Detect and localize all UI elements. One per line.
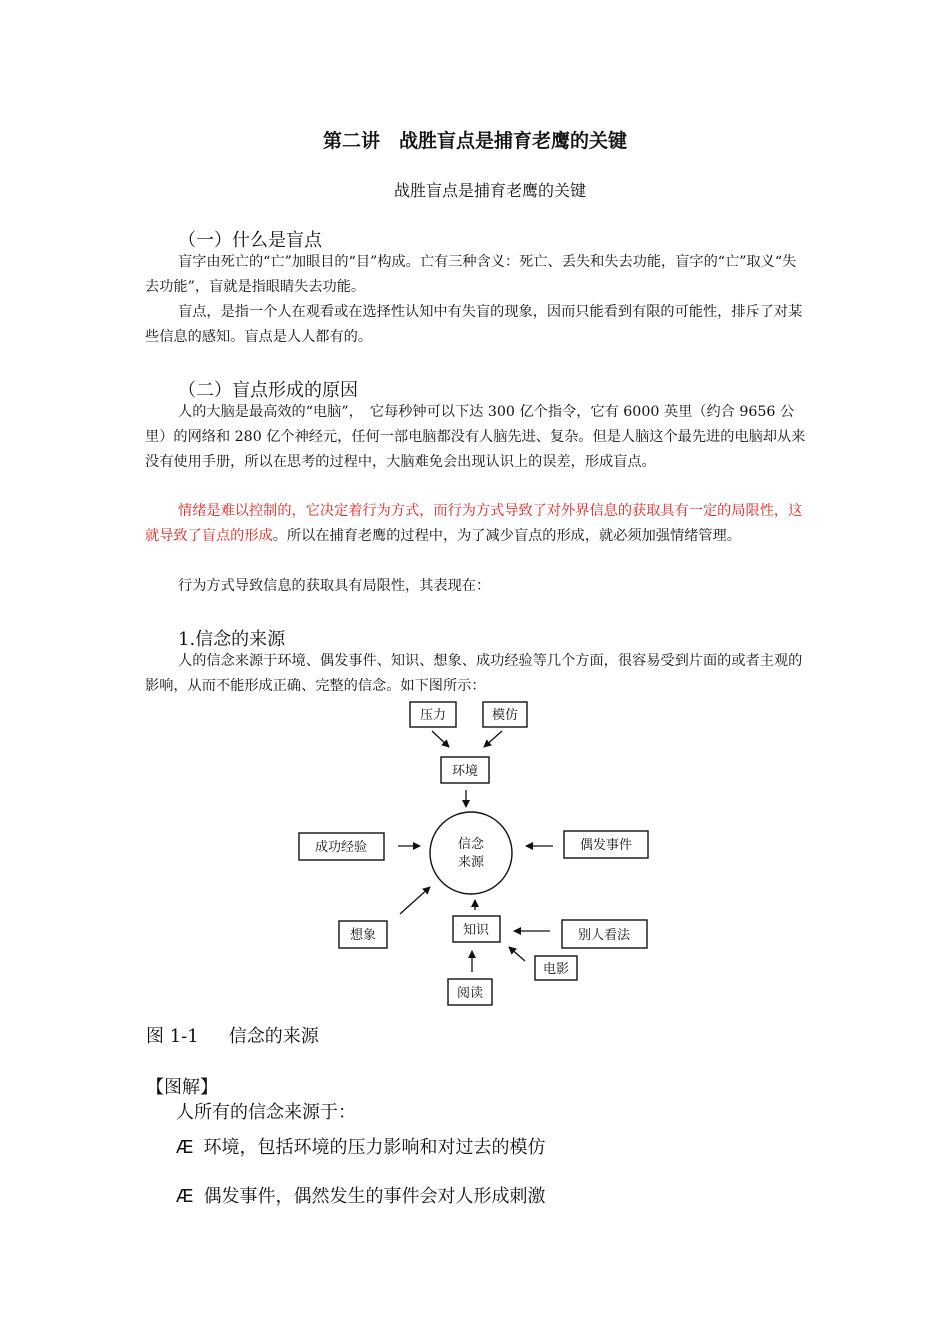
arrow-imagination-to-belief <box>400 887 430 914</box>
accident-label: 偶发事件 <box>579 838 633 853</box>
belief-label-line2: 来源 <box>457 855 485 870</box>
bullet-text: 环境，包括环境的压力影响和对过去的模仿 <box>203 1137 546 1158</box>
knowledge-label: 知识 <box>462 923 490 938</box>
page-subtitle: 战胜盲点是捕育老鹰的关键 <box>393 181 586 200</box>
imagination-label: 想象 <box>349 928 377 943</box>
arrow-movie-to-knowledge <box>509 947 525 961</box>
belief-source-circle <box>430 812 512 894</box>
figure-number: 图 1-1 <box>146 1026 199 1047</box>
reading-label: 阅读 <box>456 986 484 1001</box>
subsection-heading-belief-source: 1.信念的来源 <box>178 629 286 650</box>
section-heading-causes: （二）盲点形成的原因 <box>178 380 358 401</box>
figure-caption <box>146 1022 319 1048</box>
explanation-intro: 人所有的信念来源于： <box>176 1102 356 1123</box>
highlighted-text: 情绪是难以控制的，它决定着行为方式，而行为方式导致了对外界信息的获取具有一定的局限性，这就导致了盲点的形成 <box>145 503 803 544</box>
page-title: 第二讲 战胜盲点是捕育老鹰的关键 <box>322 130 627 152</box>
paragraph: 人的信念来源于环境、偶发事件、知识、想象、成功经验等几个方面，很容易受到片面的或者主观的影响，从而不能形成正确、完整的信念。如下图所示： <box>145 653 803 694</box>
bullet-marker: Æ <box>176 1186 194 1207</box>
belief-label-line1: 信念 <box>457 837 485 852</box>
explanation-heading: 【图解】 <box>146 1077 218 1098</box>
paragraph: 行为方式导致信息的获取具有局限性，其表现在： <box>178 578 491 594</box>
imitation-label: 模仿 <box>491 708 519 723</box>
arrow-imitation-to-environment <box>484 731 502 747</box>
paragraph: 盲点，是指一个人在观看或在选择性认知中有失盲的现象，因而只能看到有限的可能性，排斥了对某些信息的感知。盲点是人人都有的。 <box>145 304 803 345</box>
environment-label: 环境 <box>451 764 479 779</box>
figure-caption-text: 信念的来源 <box>228 1026 319 1047</box>
bullet-item <box>176 1133 546 1159</box>
bullet-marker: Æ <box>176 1137 194 1158</box>
paragraph: 盲字由死亡的“亡”加眼目的“目”构成。亡有三种含义：死亡、丢失和失去功能，盲字的“亡”取义“失去功能”，盲就是指眼睛失去功能。 <box>145 254 797 295</box>
others-view-label: 别人看法 <box>577 928 631 943</box>
paragraph: 人的大脑是最高效的“电脑”， 它每秒钟可以下达 300 亿个指令，它有 6000 英里（约合 9656 公里）的网络和 280 亿个神经元，任何一部电脑都没有人脑先进、复杂。但是人脑这个最先进的电脑却从来没有使用手册，所以在思考的过程中，大脑难免会出现认识上的误差，形成盲点。 <box>145 404 806 470</box>
bullet-text: 偶发事件，偶然发生的事件会对人形成刺激 <box>203 1186 546 1207</box>
section-heading-what-is-blind-spot: （一）什么是盲点 <box>178 230 322 251</box>
movie-label: 电影 <box>542 962 570 977</box>
arrow-pressure-to-environment <box>432 731 449 747</box>
success-label: 成功经验 <box>314 840 368 855</box>
paragraph-text: 。所以在捕育老鹰的过程中，为了减少盲点的形成，就必须加强情绪管理。 <box>272 527 741 544</box>
bullet-item <box>176 1182 546 1208</box>
pressure-label: 压力 <box>419 708 447 723</box>
